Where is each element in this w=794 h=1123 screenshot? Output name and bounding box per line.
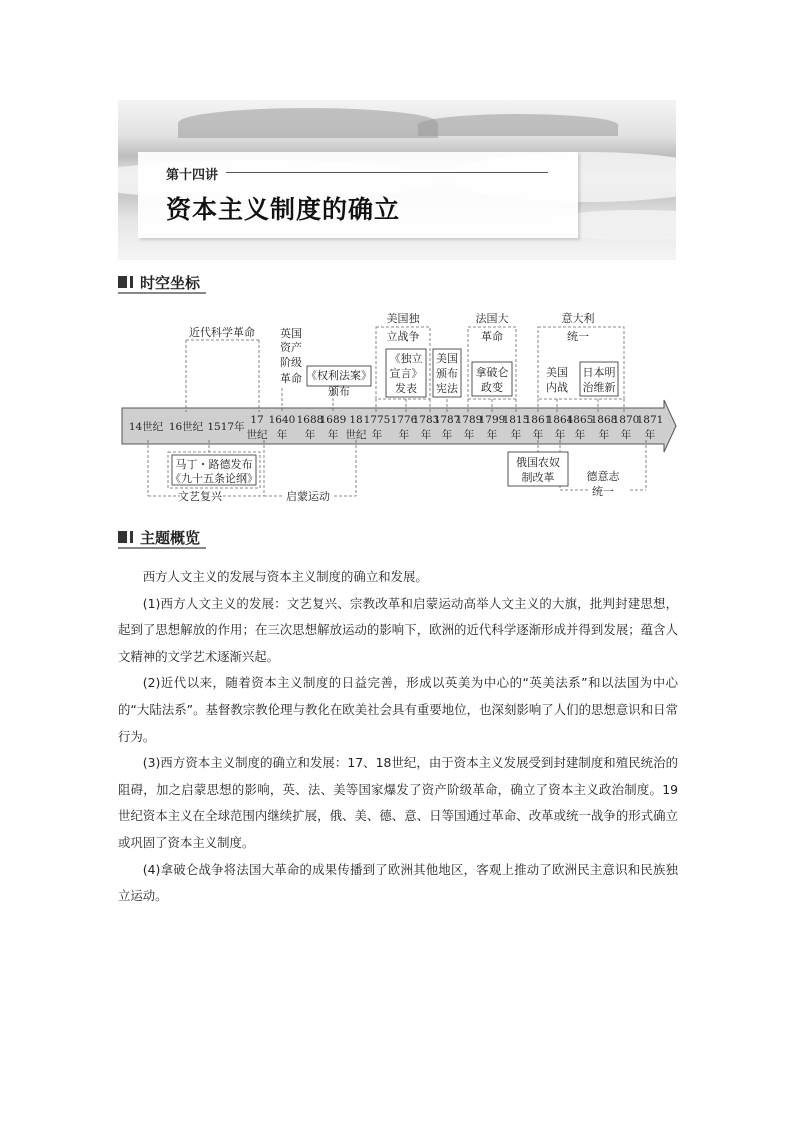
- svg-text:美国: 美国: [546, 366, 568, 379]
- svg-text:法国大: 法国大: [475, 312, 509, 325]
- overview-paragraph: (4)拿破仑战争将法国大革命的成果传播到了欧洲其他地区，客观上推动了欧洲民主意识和民族独立运动。: [118, 861, 678, 904]
- axis-tick-label: 1776: [390, 414, 418, 426]
- axis-tick-label: 1789: [455, 414, 483, 426]
- axis-tick-unit: 年: [420, 429, 432, 441]
- axis-tick-label: 17: [250, 414, 264, 426]
- svg-text:颁布: 颁布: [436, 367, 458, 380]
- axis-tick-unit: 年: [510, 429, 522, 441]
- axis-tick-label: 1868: [590, 414, 618, 426]
- axis-tick-label: 1871: [636, 414, 664, 426]
- svg-text:革命: 革命: [280, 372, 302, 385]
- svg-text:颁布: 颁布: [328, 385, 350, 398]
- svg-text:内战: 内战: [546, 381, 568, 394]
- axis-tick-unit: 年: [276, 429, 288, 441]
- label-english-revolution: [280, 326, 302, 385]
- svg-text:统一: 统一: [567, 330, 589, 343]
- page-title: 资本主义制度的确立: [166, 195, 401, 224]
- axis-tick-unit: 年: [486, 429, 498, 441]
- axis-tick-unit: 年: [441, 429, 453, 441]
- svg-text:《九十五条论纲》: 《九十五条论纲》: [170, 472, 258, 485]
- axis-tick-unit: 年: [371, 429, 383, 441]
- label-renaissance: 文艺复兴: [178, 490, 222, 503]
- svg-text:立战争: 立战争: [386, 330, 420, 343]
- label-us-civil-war: [546, 366, 568, 394]
- axis-tick-unit: 世纪: [246, 429, 268, 441]
- axis-tick-unit: 年: [532, 429, 544, 441]
- axis-tick-unit: 年: [304, 429, 316, 441]
- heading-square-icon: [118, 531, 127, 543]
- svg-text:资产: 资产: [280, 341, 302, 354]
- svg-text:统一: 统一: [592, 485, 614, 498]
- axis-tick-label: 1517年: [207, 421, 245, 433]
- overview-body: [118, 564, 678, 910]
- svg-text:美国: 美国: [436, 352, 458, 365]
- axis-tick-label: 1864: [546, 414, 574, 426]
- axis-tick-label: 1689: [319, 414, 347, 426]
- axis-tick-unit: 年: [398, 429, 410, 441]
- svg-text:马丁・路德发布: 马丁・路德发布: [175, 458, 253, 471]
- svg-text:治维新: 治维新: [582, 381, 616, 394]
- timeline-arrow: [122, 400, 676, 452]
- label-enlightenment: 启蒙运动: [286, 490, 330, 503]
- svg-text:俄国农奴: 俄国农奴: [516, 456, 560, 469]
- svg-text:革命: 革命: [481, 330, 503, 343]
- axis-tick-unit: 年: [644, 429, 656, 441]
- svg-text:德意志: 德意志: [586, 470, 620, 483]
- axis-tick-unit: 年: [327, 429, 339, 441]
- axis-tick-label: 1799: [478, 414, 506, 426]
- axis-tick-unit: 年: [554, 429, 566, 441]
- axis-tick-unit: 年: [463, 429, 475, 441]
- timeline-diagram: [0, 0, 794, 520]
- axis-tick-label: 1865: [566, 414, 594, 426]
- svg-text:日本明: 日本明: [582, 366, 616, 379]
- svg-text:拿破仑: 拿破仑: [475, 366, 509, 379]
- axis-tick-label: 18: [349, 414, 363, 426]
- svg-text:英国: 英国: [280, 327, 302, 340]
- axis-tick-label: 1870: [612, 414, 640, 426]
- svg-text:宣言》: 宣言》: [389, 367, 423, 380]
- overview-paragraph: 西方人文主义的发展与资本主义制度的确立和发展。: [142, 569, 428, 584]
- axis-tick-unit: 年: [574, 429, 586, 441]
- axis-tick-unit: 世纪: [345, 429, 367, 441]
- svg-text:阶级: 阶级: [280, 356, 302, 369]
- axis-tick-label: 14世纪: [128, 421, 164, 433]
- svg-text:《独立: 《独立: [389, 352, 423, 365]
- svg-text:美国独: 美国独: [386, 312, 420, 325]
- svg-text:制改革: 制改革: [521, 471, 555, 484]
- label-science-revolution: 近代科学革命: [189, 326, 255, 339]
- overview-paragraph: (3)西方资本主义制度的确立和发展：17、18世纪，由于资本主义发展受到封建制度和殖民统治的阻碍，加之启蒙思想的影响，英、法、美等国家爆发了资产阶级革命，确立了资本主义政治制度。19世纪资本主义在全球范围内继续扩展，俄、美、德、意、日等国通过革命、改革或统一战争的形式确立或巩固了资本主义制度。: [118, 755, 678, 850]
- axis-tick-label: 1815: [502, 414, 530, 426]
- axis-tick-label: 16世纪: [168, 421, 204, 433]
- label-us-constitution: [436, 352, 459, 395]
- svg-text:宪法: 宪法: [436, 382, 458, 395]
- svg-text:《权利法案》: 《权利法案》: [306, 369, 372, 382]
- axis-tick-label: 1787: [433, 414, 461, 426]
- axis-tick-label: 1775: [363, 414, 391, 426]
- svg-text:意大利: 意大利: [561, 312, 595, 325]
- lecture-label: 第十四讲: [166, 168, 219, 183]
- axis-tick-unit: 年: [620, 429, 632, 441]
- axis-tick-unit: 年: [598, 429, 610, 441]
- axis-tick-label: 1861: [524, 414, 552, 426]
- overview-paragraph: (2)近代以来，随着资本主义制度的日益完善，形成以英美为中心的“英美法系”和以法国为中心的“大陆法系”。基督教宗教伦理与教化在欧美社会具有重要地位，也深刻影响了人们的思想意识和日常行为。: [118, 675, 678, 744]
- axis-tick-label: 1783: [412, 414, 440, 426]
- svg-text:发表: 发表: [395, 382, 417, 395]
- svg-text:政变: 政变: [481, 381, 503, 394]
- overview-paragraph: (1)西方人文主义的发展：文艺复兴、宗教改革和启蒙运动高举人文主义的大旗，批判封建思想，起到了思想解放的作用；在三次思想解放运动的影响下，欧洲的近代科学逐渐形成并得到发展；蕴含人文精神的文学艺术逐渐兴起。: [118, 595, 678, 664]
- axis-tick-label: 1640: [268, 414, 296, 426]
- axis-tick-label: 1688: [296, 414, 324, 426]
